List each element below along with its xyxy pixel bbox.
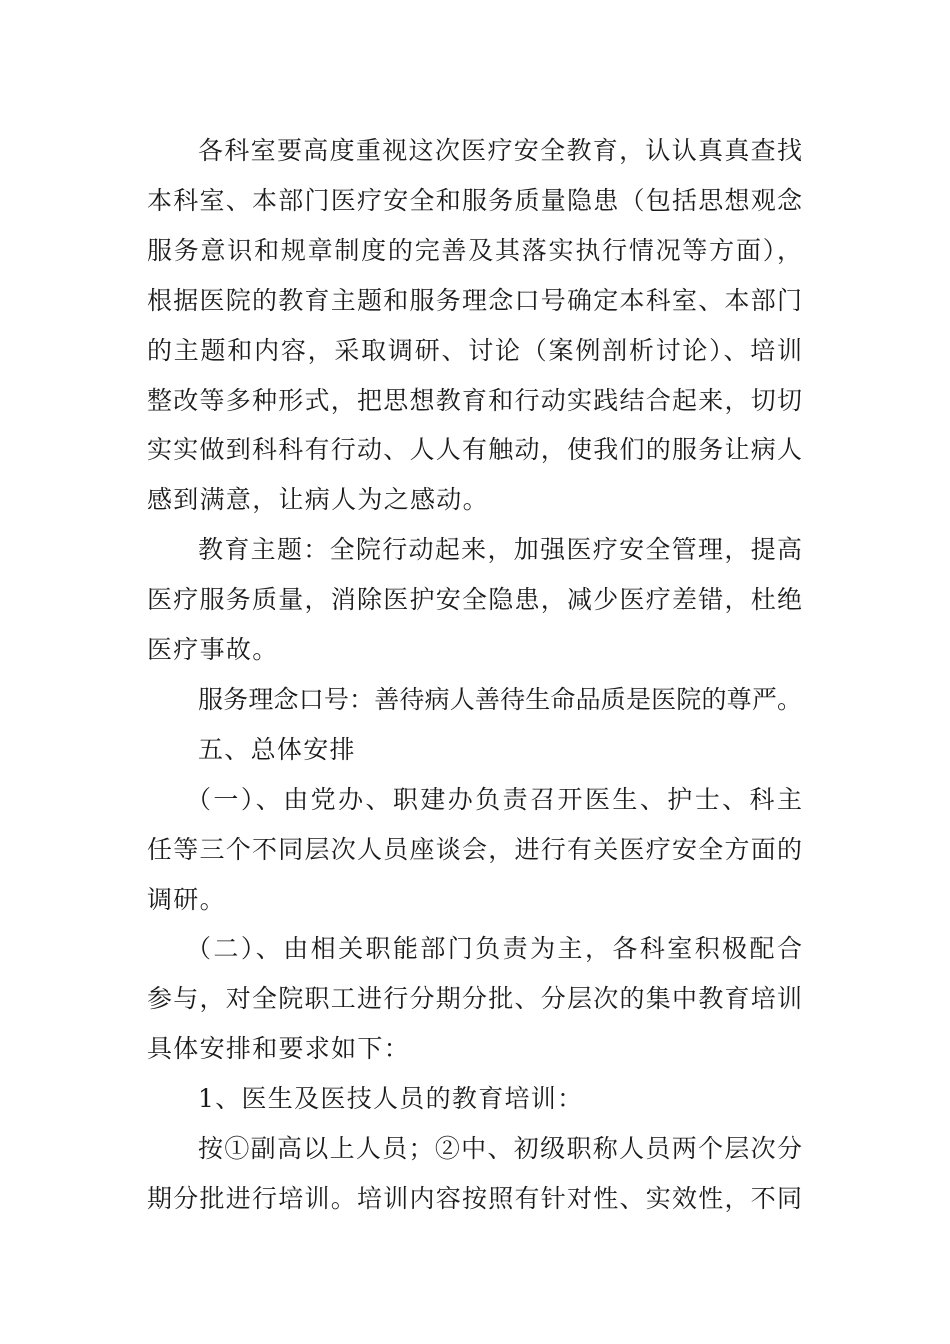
text-line (0, 1179, 950, 1219)
text-line-content: （一）、由党办、职建办负责召开医生、护士、科主 (186, 785, 802, 814)
text-line-content: 医疗事故。 (147, 635, 279, 664)
text-line-content: 医疗服务质量，消除医护安全隐患，减少医疗差错，杜绝 (147, 585, 802, 614)
text-line (0, 880, 950, 920)
text-line (0, 381, 950, 421)
text-line-content: 的主题和内容，采取调研、讨论（案例剖析讨论）、培训 (147, 336, 802, 365)
text-line-content: 具体安排和要求如下： (147, 1034, 411, 1063)
text-line (0, 1129, 950, 1169)
text-line-content: 调研。 (147, 885, 226, 914)
section-heading (0, 730, 950, 770)
text-line-content: 整改等多种形式，把思想教育和行动实践结合起来，切切 (147, 386, 802, 415)
text-line-content: 服务理念口号：善待病人善待生命品质是医院的尊严。 (198, 685, 802, 714)
text-line-content: 任等三个不同层次人员座谈会，进行有关医疗安全方面的 (147, 835, 802, 864)
text-line-content: （二）、由相关职能部门负责为主，各科室积极配合 (186, 934, 802, 963)
text-line (0, 929, 950, 969)
text-line (0, 430, 950, 470)
text-line (0, 830, 950, 870)
text-line (0, 331, 950, 371)
text-line-content: 各科室要高度重视这次医疗安全教育，认认真真查找 (198, 136, 802, 165)
text-line (0, 1079, 950, 1119)
text-line (0, 979, 950, 1019)
text-line (0, 580, 950, 620)
text-line (0, 281, 950, 321)
text-line (0, 630, 950, 670)
text-line-content: 按①副高以上人员；②中、初级职称人员两个层次分 (198, 1134, 802, 1163)
text-line-content: 服务意识和规章制度的完善及其落实执行情况等方面）， (147, 236, 802, 265)
text-line-content: 教育主题：全院行动起来，加强医疗安全管理，提高 (198, 535, 802, 564)
text-line (0, 231, 950, 271)
section-heading-text: 五、总体安排 (198, 735, 356, 764)
text-line-content: 实实做到科科有行动、人人有触动，使我们的服务让病人 (147, 435, 802, 464)
text-line (0, 530, 950, 570)
text-line-content: 根据医院的教育主题和服务理念口号确定本科室、本部门 (147, 286, 802, 315)
text-line (0, 480, 950, 520)
text-line (0, 1029, 950, 1069)
text-line (0, 680, 950, 720)
text-line-content: 感到满意，让病人为之感动。 (147, 485, 489, 514)
text-line (0, 780, 950, 820)
text-line (0, 181, 950, 221)
text-line-content: 1、医生及医技人员的教育培训： (198, 1084, 584, 1113)
text-line-content: 参与，对全院职工进行分期分批、分层次的集中教育培训 (147, 984, 802, 1013)
text-line (0, 131, 950, 171)
text-line-content: 期分批进行培训。培训内容按照有针对性、实效性，不同 (147, 1184, 802, 1213)
text-line-content: 本科室、本部门医疗安全和服务质量隐患（包括思想观念 (147, 186, 802, 215)
